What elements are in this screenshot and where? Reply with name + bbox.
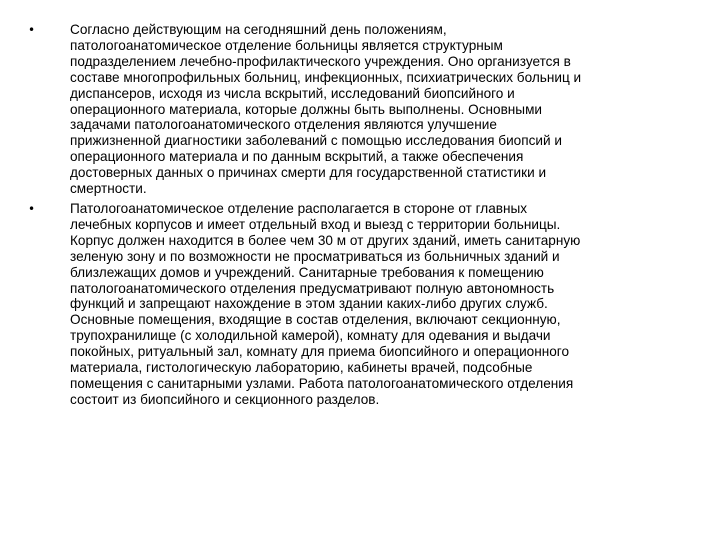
bullet-icon: • bbox=[28, 23, 36, 37]
paragraph-purpose: Согласно действующим на сегодняшний день положениям, патологоанатомическое отделение больницы является структурным подразделением лечебно-профилактического учреждения. Оно организуется в составе многопрофильных больниц, инфекционных, психиатрических больниц и диспансеров, исходя из числа вскрытий, исследований биопсийного и операционного материала, которые должны быть выполнены. Основными задачами патологоанатомического отделения являются улучшение прижизненной диагностики заболеваний с помощью исследования биопсий и операционного материала и по данным вскрытий, а также обеспечения достоверных данных о причинах смерти для государственной статистики и смертности. bbox=[70, 22, 582, 197]
bullet-icon: • bbox=[28, 201, 36, 216]
bullet-item-1 bbox=[28, 22, 688, 197]
bullet-list bbox=[28, 22, 688, 412]
bullet-item-2 bbox=[28, 201, 688, 408]
paragraph-location: Патологоанатомическое отделение располагается в стороне от главных лечебных корпусов и имеет отдельный вход и выезд с территории больницы. Корпус должен находится в более чем 30 м от других зданий, иметь санитарную зеленую зону и по возможности не просматриваться из больничных зданий и близлежащих домов и учреждений. Санитарные требования к помещению патологоанатомического отделения предусматривают полную автономность функций и запрещают нахождение в этом здании каких-либо других служб. Основные помещения, входящие в состав отделения, включают секционную, трупохранилище (с холодильной камерой), комнату для одевания и выдачи покойных, ритуальный зал, комнату для приема биопсийного и операционного материала, гистологическую лабораторию, кабинеты врачей, подсобные помещения с санитарными узлами. Работа патологоанатомического отделения состоит из биопсийного и секционного разделов. bbox=[70, 200, 581, 407]
